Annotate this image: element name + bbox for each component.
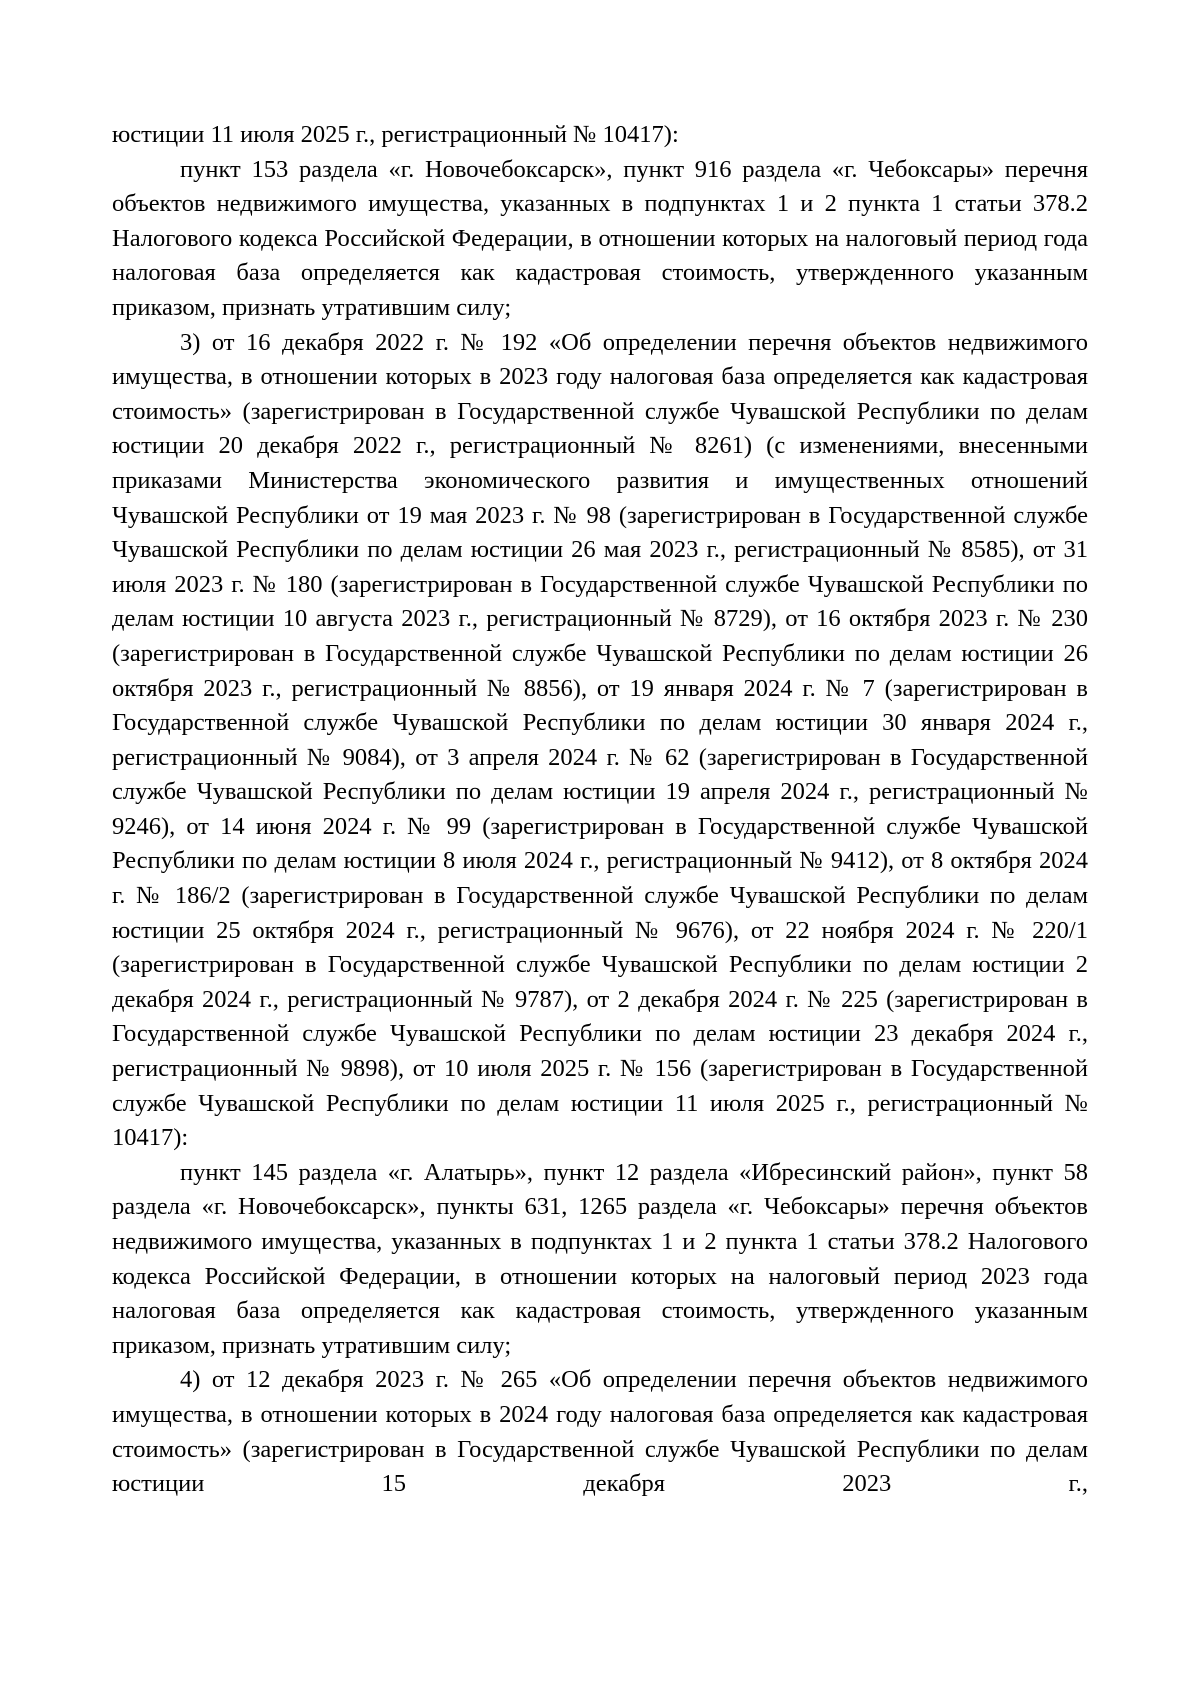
paragraph-item-3: 3) от 16 декабря 2022 г. № 192 «Об определении перечня объектов недвижимого имущества, в отношении которых в 2023 году налоговая база определяется как кадастровая стоимость» (зарегистрирован в Государственной службе Чувашской Республики по делам юстиции 20 декабря 2022 г., регистрационный № 8261) (с изменениями, внесенными приказами Министерства экономического развития и имущественных отношений Чувашской Республики от 19 мая 2023 г. № 98 (зарегистрирован в Государственной службе Чувашской Республики по делам юстиции 26 мая 2023 г., регистрационный № 8585), от 31 июля 2023 г. № 180 (зарегистрирован в Государственной службе Чувашской Республики по делам юстиции 10 августа 2023 г., регистрационный № 8729), от 16 октября 2023 г. № 230 (зарегистрирован в Государственной службе Чувашской Республики по делам юстиции 26 октября 2023 г., регистрационный № 8856), от 19 января 2024 г. № 7 (зарегистрирован в Государственной службе Чувашской Республики по делам юстиции 30 января 2024 г., регистрационный № 9084), от 3 апреля 2024 г. № 62 (зарегистрирован в Государственной службе Чувашской Республики по делам юстиции 19 апреля 2024 г., регистрационный № 9246), от 14 июня 2024 г. № 99 (зарегистрирован в Государственной службе Чувашской Республики по делам юстиции 8 июля 2024 г., регистрационный № 9412), от 8 октября 2024 г. № 186/2 (зарегистрирован в Государственной службе Чувашской Республики по делам юстиции 25 октября 2024 г., регистрационный № 9676), от 22 ноября 2024 г. № 220/1 (зарегистрирован в Государственной службе Чувашской Республики по делам юстиции 2 декабря 2024 г., регистрационный № 9787), от 2 декабря 2024 г. № 225 (зарегистрирован в Государственной службе Чувашской Республики по делам юстиции 23 декабря 2024 г., регистрационный № 9898), от 10 июля 2025 г. № 156 (зарегистрирован в Государственной службе Чувашской Республики по делам юстиции 11 июля 2025 г., регистрационный № 10417): — [112, 328, 1088, 1152]
paragraph-item-4: 4) от 12 декабря 2023 г. № 265 «Об определении перечня объектов недвижимого имущества, в отношении которых в 2024 году налоговая база определяется как кадастровая стоимость» (зарегистрирован в Государственной службе Чувашской Республики по делам юстиции 15 декабря 2023 г., — [112, 1366, 1088, 1498]
paragraph-item-2-clause: пункт 153 раздела «г. Новочебоксарск», пункт 916 раздела «г. Чебоксары» перечня объектов недвижимого имущества, указанных в подпунктах 1 и 2 пункта 1 статьи 378.2 Налогового кодекса Российской Федерации, в отношении которых на налоговый период года налоговая база определяется как кадастровая стоимость, утвержденного указанным приказом, признать утратившим силу; — [112, 155, 1088, 321]
document-page — [112, 118, 1088, 1502]
paragraph-item-3-clause: пункт 145 раздела «г. Алатырь», пункт 12 раздела «Ибресинский район», пункт 58 раздела «г. Новочебоксарск», пункты 631, 1265 раздела «г. Чебоксары» перечня объектов недвижимого имущества, указанных в подпунктах 1 и 2 пункта 1 статьи 378.2 Налогового кодекса Российской Федерации, в отношении которых на налоговый период 2023 года налоговая база определяется как кадастровая стоимость, утвержденного указанным приказом, признать утратившим силу; — [112, 1158, 1088, 1359]
paragraph-continuation: юстиции 11 июля 2025 г., регистрационный № 10417): — [112, 121, 679, 148]
